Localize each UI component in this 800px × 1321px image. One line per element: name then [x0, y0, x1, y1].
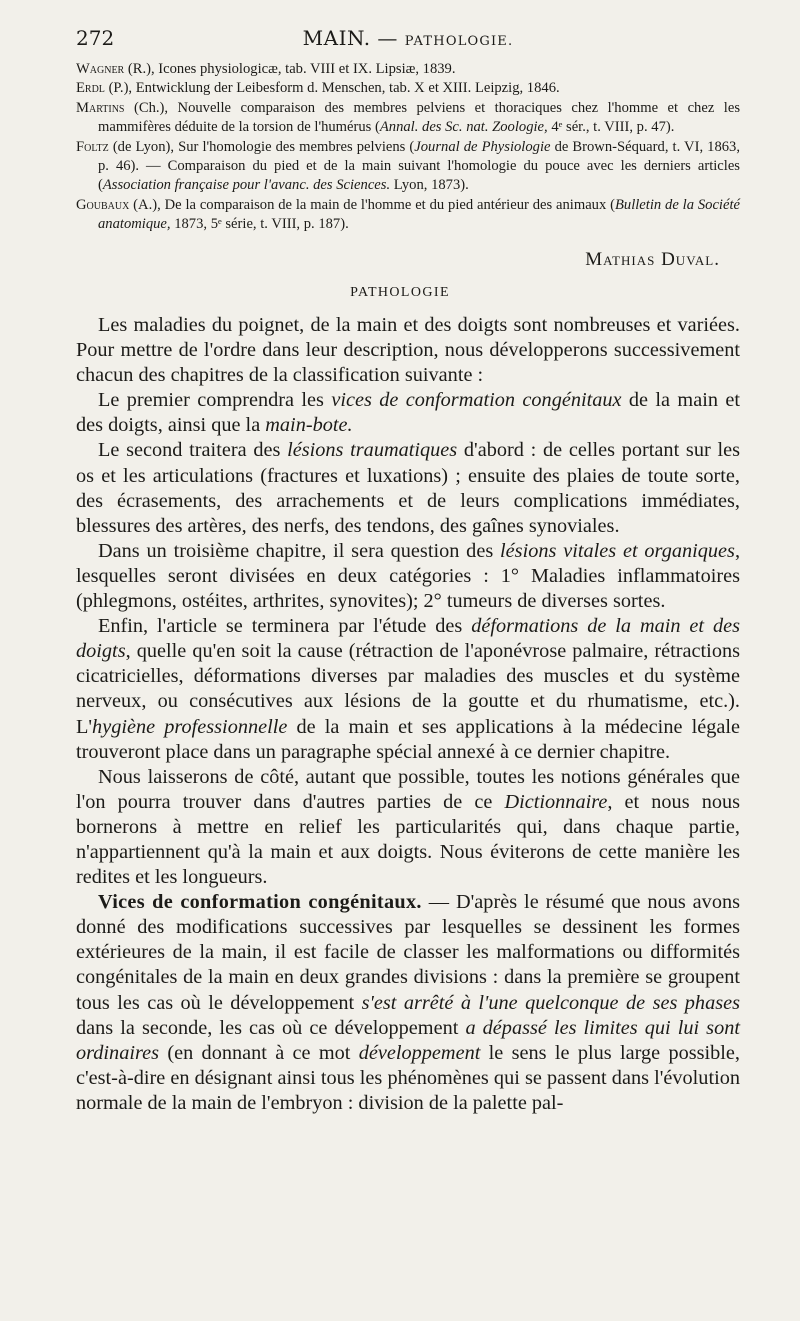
author-signature: Mathias Duval. [585, 249, 720, 270]
paragraph: Les maladies du poignet, de la main et des doigts sont nombreuses et variées. Pour mettre de l'ordre dans leur description, nous développerons successivement chacun des chapitres de la classification suivante : [76, 314, 740, 387]
article-body [76, 313, 740, 1116]
running-title-main: MAIN. — [302, 26, 398, 50]
reference-item: Wagner (R.), Icones physiologicæ, tab. VIII et IX. Lipsiæ, 1839. [76, 61, 456, 77]
reference-item: Foltz (de Lyon), Sur l'homologie des membres pelviens (Journal de Physiologie de Brown-Séquard, t. VI, 1863, p. 46). — Comparaison du pied et de la main suivant l'homologie du pouce avec les derniers articles (Association française pour l'avanc. des Sciences. Lyon, 1873). [76, 138, 740, 194]
reference-item: Erdl (P.), Entwicklung der Leibesform d. Menschen, tab. X et XIII. Leipzig, 1846. [76, 80, 560, 97]
subsection-heading: Vices de conformation congénitaux. [98, 891, 422, 914]
paragraph: Dans un troisième chapitre, il sera question des lésions vitales et organiques, lesquelles seront divisées en deux catégories : 1° Maladies inflammatoires (phlegmons, ostéites, arthrites, synovites); 2° tumeurs de diverses sortes. [76, 539, 741, 613]
reference-author: Martins [76, 99, 125, 116]
paragraph: Nous laisserons de côté, autant que possible, toutes les notions générales que l'on pourra trouver dans d'autres parties de ce Dictionnaire, et nous nous bornerons à mettre en relief les particularités qui, dans chaque partie, n'appartiennent qu'à la main et aux doigts. Nous éviterons de cette manière les redites et les longueurs. [76, 765, 741, 889]
bibliography [76, 60, 740, 235]
reference-item: Goubaux (A.), De la comparaison de la main de l'homme et du pied antérieur des animaux (Bulletin de la Société anatomique, 1873, 5ᵉ série, t. VIII, p. 187). [76, 196, 740, 233]
reference-author: Erdl [76, 80, 105, 97]
running-title-sub: PATHOLOGIE. [404, 34, 514, 49]
paragraph: Vices de conformation congénitaux. — D'après le résumé que nous avons donné des modifications successives par lesquelles se dessinent les formes extérieures de la main, il est facile de classer les malformations ou difformités congénitales de la main en deux grandes divisions : dans la première se groupent tous les cas où le développement s'est arrêté à l'une quelconque de ses phases dans la seconde, les cas où ce développement a dépassé les limites qui lui sont ordinaires (en donnant à ce mot développement le sens le plus large possible, c'est-à-dire en désignant ainsi tous les phénomènes qui se passent dans l'évolution normale de la main de l'embryon : division de la palette pal- [76, 891, 740, 1114]
section-heading: PATHOLOGIE [350, 285, 450, 300]
reference-author: Goubaux [76, 196, 130, 213]
paragraph: Le second traitera des lésions traumatiques d'abord : de celles portant sur les os et les articulations (fractures et luxations) ; ensuite des plaies de toute sorte, des écrasements, des arrachements et de leurs complications immédiates, blessures des artères, des nerfs, des tendons, des gaînes synoviales. [76, 439, 740, 537]
reference-item: Martins (Ch.), Nouvelle comparaison des membres pelviens et thoraciques chez l'homme et chez les mammifères déduite de la torsion de l'humérus (Annal. des Sc. nat. Zoologie, 4ᵉ sér., t. VIII, p. 47). [76, 99, 740, 136]
paragraph: Enfin, l'article se terminera par l'étude des déformations de la main et des doigts, quelle qu'en soit la cause (rétraction de l'aponévrose palmaire, rétractions cicatricielles, déformations diverses par maladies des muscles et du système nerveux, ou consécutives aux lésions de la goutte et du rhumatisme, etc.). L'hygiène professionnelle de la main et ses applications à la médecine légale trouveront place dans un paragraphe spécial annexé à ce dernier chapitre. [76, 615, 741, 763]
reference-author: Foltz [76, 138, 109, 155]
reference-author: Wagner [76, 61, 125, 77]
page-number: 272 [76, 26, 115, 50]
running-header [76, 22, 740, 52]
paragraph: Le premier comprendra les vices de conformation congénitaux de la main et des doigts, ainsi que la main-bote. [76, 389, 740, 437]
running-title [76, 26, 740, 50]
